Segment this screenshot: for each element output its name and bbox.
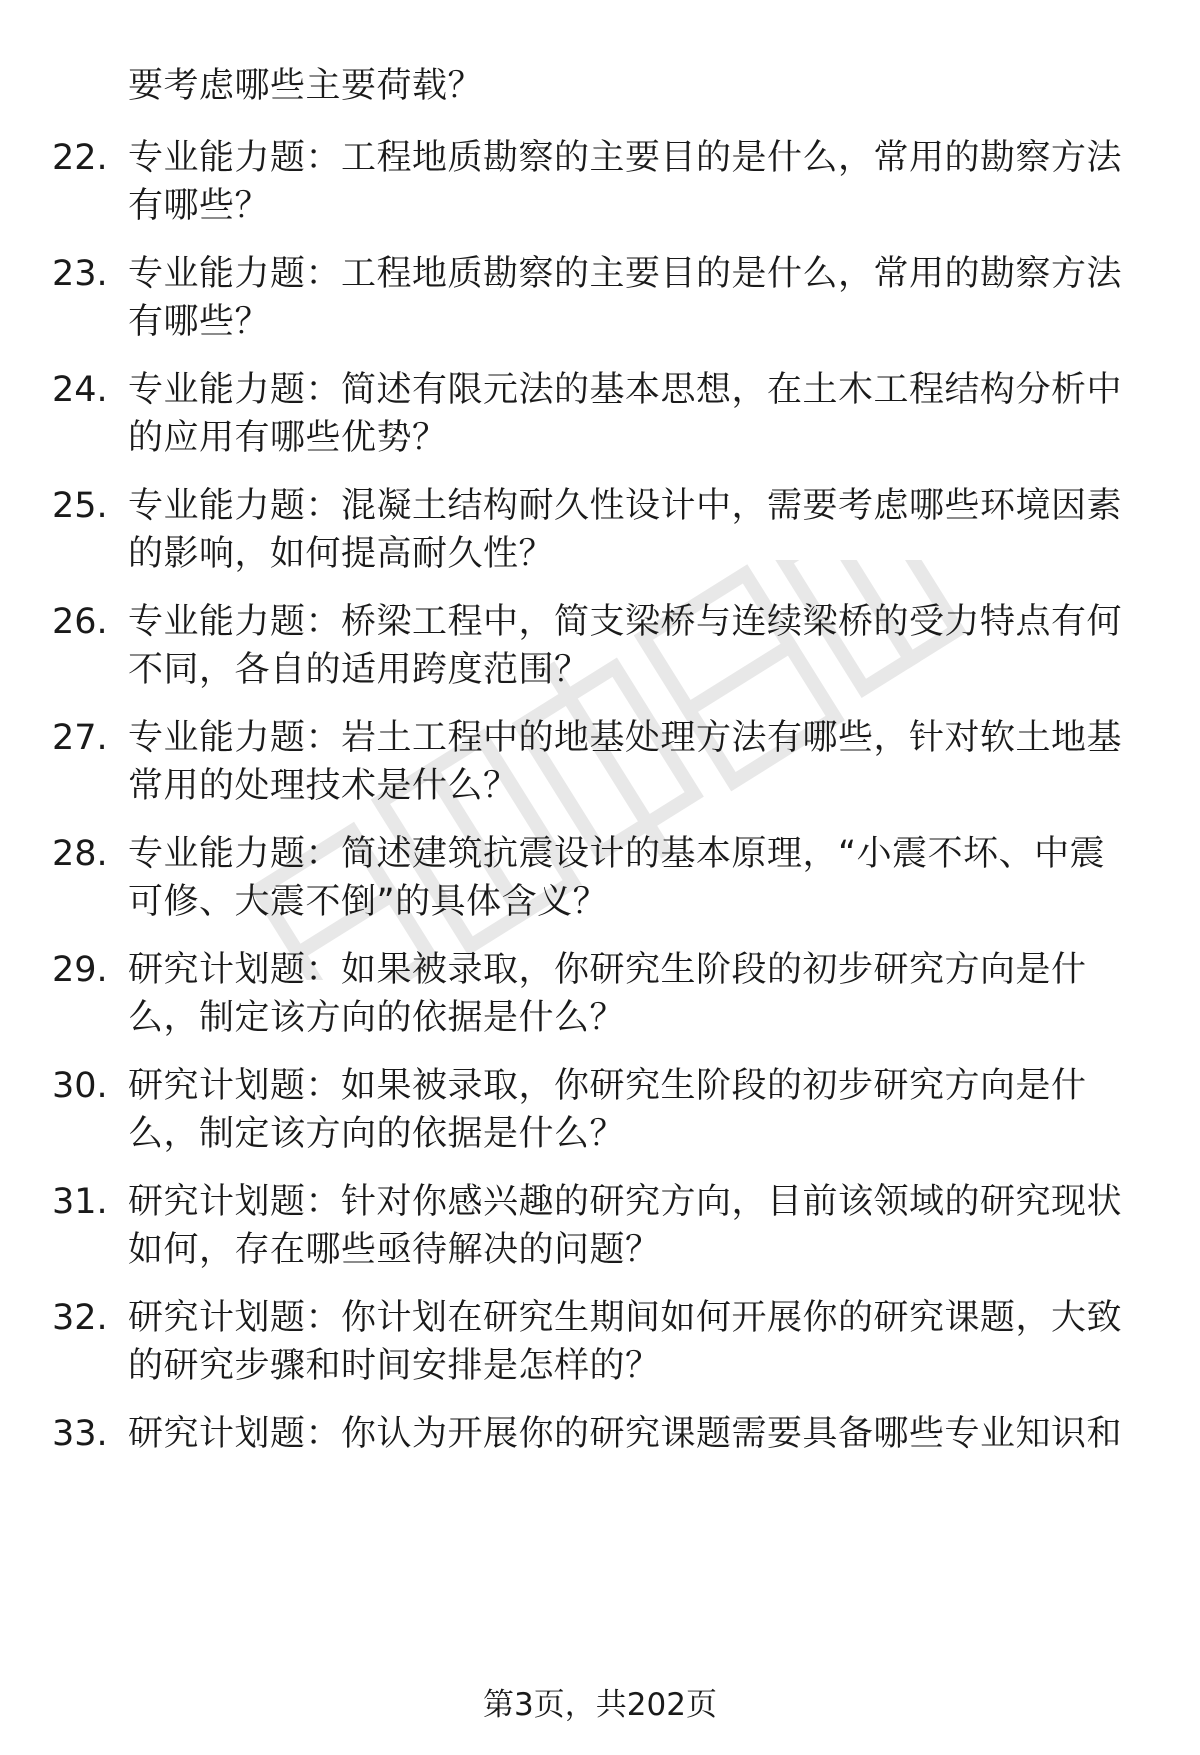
question-text-line1: 专业能力题：桥梁工程中，简支梁桥与连续梁桥的受力特点有何 <box>128 602 1123 642</box>
question-number: 32. <box>52 1298 108 1338</box>
question-number: 28. <box>52 834 108 874</box>
question-text-line1: 研究计划题：如果被录取，你研究生阶段的初步研究方向是什 <box>128 1066 1087 1106</box>
question-number: 29. <box>52 950 108 990</box>
question-item <box>52 1294 1172 1404</box>
question-item <box>52 1410 1172 1520</box>
question-item <box>52 482 1172 592</box>
question-number: 25. <box>52 486 108 526</box>
question-text-line1: 专业能力题：简述建筑抗震设计的基本原理，“小震不坏、中震 <box>128 834 1106 874</box>
question-item <box>52 250 1172 360</box>
question-item <box>52 714 1172 824</box>
question-item <box>52 366 1172 476</box>
question-number: 33. <box>52 1414 108 1454</box>
question-text-line1: 研究计划题：你认为开展你的研究课题需要具备哪些专业知识和 <box>128 1414 1123 1454</box>
question-number: 31. <box>52 1182 108 1222</box>
question-item <box>52 830 1172 940</box>
question-text-line1: 专业能力题：简述有限元法的基本思想，在土木工程结构分析中 <box>128 370 1123 410</box>
question-item <box>52 1178 1172 1288</box>
question-text-line2: 么，制定该方向的依据是什么？ <box>128 1114 626 1154</box>
question-text-line1: 研究计划题：如果被录取，你研究生阶段的初步研究方向是什 <box>128 950 1087 990</box>
question-text-line2: 如何，存在哪些亟待解决的问题？ <box>128 1230 661 1270</box>
question-text-line1: 专业能力题：混凝土结构耐久性设计中，需要考虑哪些环境因素 <box>128 486 1123 526</box>
question-item <box>52 598 1172 708</box>
question-item <box>52 134 1172 244</box>
question-text-line2: 常用的处理技术是什么？ <box>128 766 519 806</box>
question-text-line1: 研究计划题：你计划在研究生期间如何开展你的研究课题，大致 <box>128 1298 1123 1338</box>
question-text-line2: 不同，各自的适用跨度范围？ <box>128 650 590 690</box>
question-text-line2: 的影响，如何提高耐久性？ <box>128 534 555 574</box>
question-item <box>52 1062 1172 1172</box>
question-text-line1: 研究计划题：针对你感兴趣的研究方向，目前该领域的研究现状 <box>128 1182 1123 1222</box>
continuation-line: 要考虑哪些主要荷载？ <box>128 66 484 106</box>
question-text-line2: 么，制定该方向的依据是什么？ <box>128 998 626 1038</box>
question-text-line2: 的研究步骤和时间安排是怎样的？ <box>128 1346 661 1386</box>
question-text-line1: 专业能力题：岩土工程中的地基处理方法有哪些，针对软土地基 <box>128 718 1123 758</box>
question-text-line1: 专业能力题：工程地质勘察的主要目的是什么，常用的勘察方法 <box>128 138 1123 178</box>
question-item <box>52 946 1172 1056</box>
question-text-line1: 专业能力题：工程地质勘察的主要目的是什么，常用的勘察方法 <box>128 254 1123 294</box>
page-footer: 第3页，共202页 <box>483 1687 717 1723</box>
question-number: 27. <box>52 718 108 758</box>
question-text-line2: 有哪些？ <box>128 302 271 342</box>
question-number: 23. <box>52 254 108 294</box>
question-text-line2: 可修、大震不倒”的具体含义？ <box>128 882 609 922</box>
question-text-line2: 的应用有哪些优势？ <box>128 418 448 458</box>
question-number: 26. <box>52 602 108 642</box>
question-number: 30. <box>52 1066 108 1106</box>
question-number: 22. <box>52 138 108 178</box>
question-text-line2: 有哪些？ <box>128 186 271 226</box>
question-number: 24. <box>52 370 108 410</box>
